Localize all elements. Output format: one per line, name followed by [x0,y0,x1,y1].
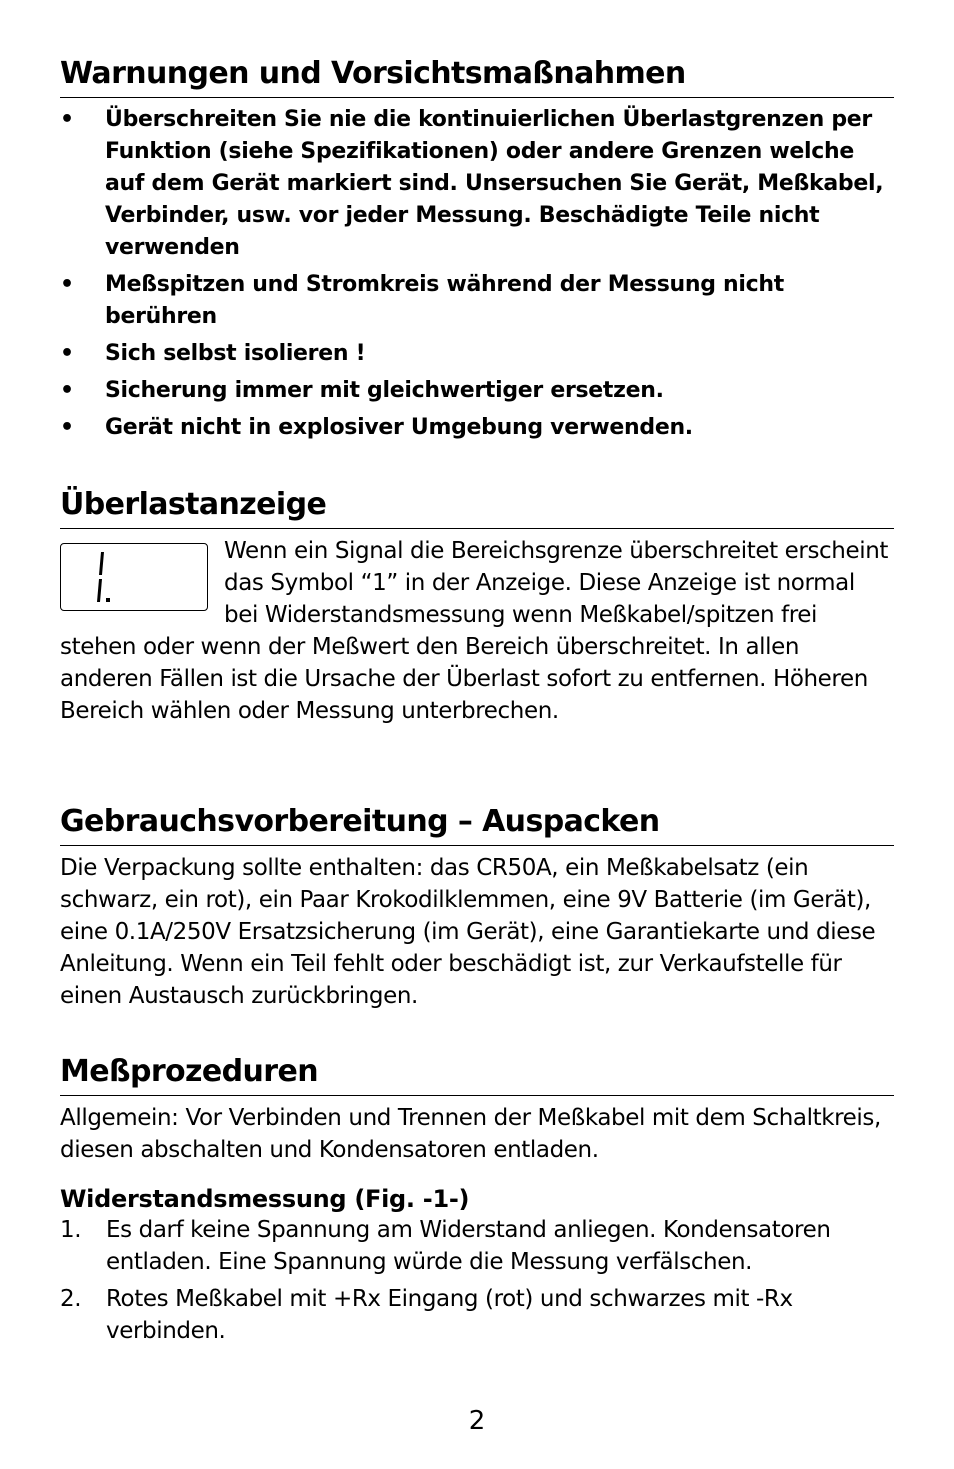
bullet-icon: • [60,341,74,366]
overload-digit-one-icon [89,550,119,606]
bullet-icon: • [60,272,74,297]
warning-item: • Überschreiten Sie nie die kontinuierlichen Überlastgrenzen per Funktion (siehe Spezifikationen) oder andere Grenzen welche auf dem Gerät markiert sind. Unsersuchen Sie Gerät, Meßkabel, Verbinder, usw. vor jeder Messung. Beschädigte Teile nicht verwenden [60,104,894,264]
bullet-icon: • [60,415,74,440]
unpacking-text: Die Verpackung sollte enthalten: das CR50A, ein Meßkabelsatz (ein schwarz, ein rot), ein Paar Krokodilklemmen, eine 9V Batterie (im Gerät), eine 0.1A/250V Ersatzsicherung (im Gerät), eine Garantiekarte und diese Anleitung. Wenn ein Teil fehlt oder beschädigt ist, zur Verkaufstelle für einen Austausch zurückbringen. [60,855,876,1009]
unpacking-heading: Gebrauchsvorbereitung – Auspacken [60,803,894,846]
warning-item: • Meßspitzen und Stromkreis während der Messung nicht berühren [60,269,894,333]
procedures-heading: Meßprozeduren [60,1053,894,1096]
overload-text: Wenn ein Signal die Bereichsgrenze überschreitet erscheint das Symbol “1” in der Anzeige. Diese Anzeige ist normal bei Widerstandsmessung wenn Meßkabel/spitzen frei stehen oder wenn der Meßwert den Bereich überschreitet. In allen anderen Fällen ist die Ursache der Überlast sofort zu entfernen. Höheren Bereich wählen oder Messung unterbrechen. [60,538,889,724]
resistance-subheading: Widerstandsmessung (Fig. -1-) [60,1185,470,1213]
warnings-heading: Warnungen und Vorsichtsmaßnahmen [60,55,894,98]
unpacking-section [60,803,894,1012]
warnings-section [60,55,894,449]
warning-item: • Gerät nicht in explosiver Umgebung verwenden. [60,412,894,444]
warning-item: • Sicherung immer mit gleichwertiger ersetzen. [60,375,894,407]
overload-section [60,486,894,727]
bullet-icon: • [60,378,74,403]
bullet-icon: • [60,107,74,132]
warnings-list [60,104,894,444]
procedures-intro: Allgemein: Vor Verbinden und Trennen der Meßkabel mit dem Schaltkreis, diesen abschalten und Kondensatoren entladen. [60,1105,881,1163]
procedures-section [60,1053,894,1352]
warning-item: • Sich selbst isolieren ! [60,338,894,370]
overload-heading: Überlastanzeige [60,486,894,529]
step-item: 1. Es darf keine Spannung am Widerstand anliegen. Kondensatoren entladen. Eine Spannung würde die Messung verfälschen. [60,1217,831,1275]
steps-list [60,1214,894,1347]
lcd-display-icon [60,543,208,611]
step-item: 2. Rotes Meßkabel mit +Rx Eingang (rot) und schwarzes mit -Rx verbinden. [60,1286,793,1344]
page-number: 2 [468,1406,486,1436]
overload-content [60,535,894,727]
